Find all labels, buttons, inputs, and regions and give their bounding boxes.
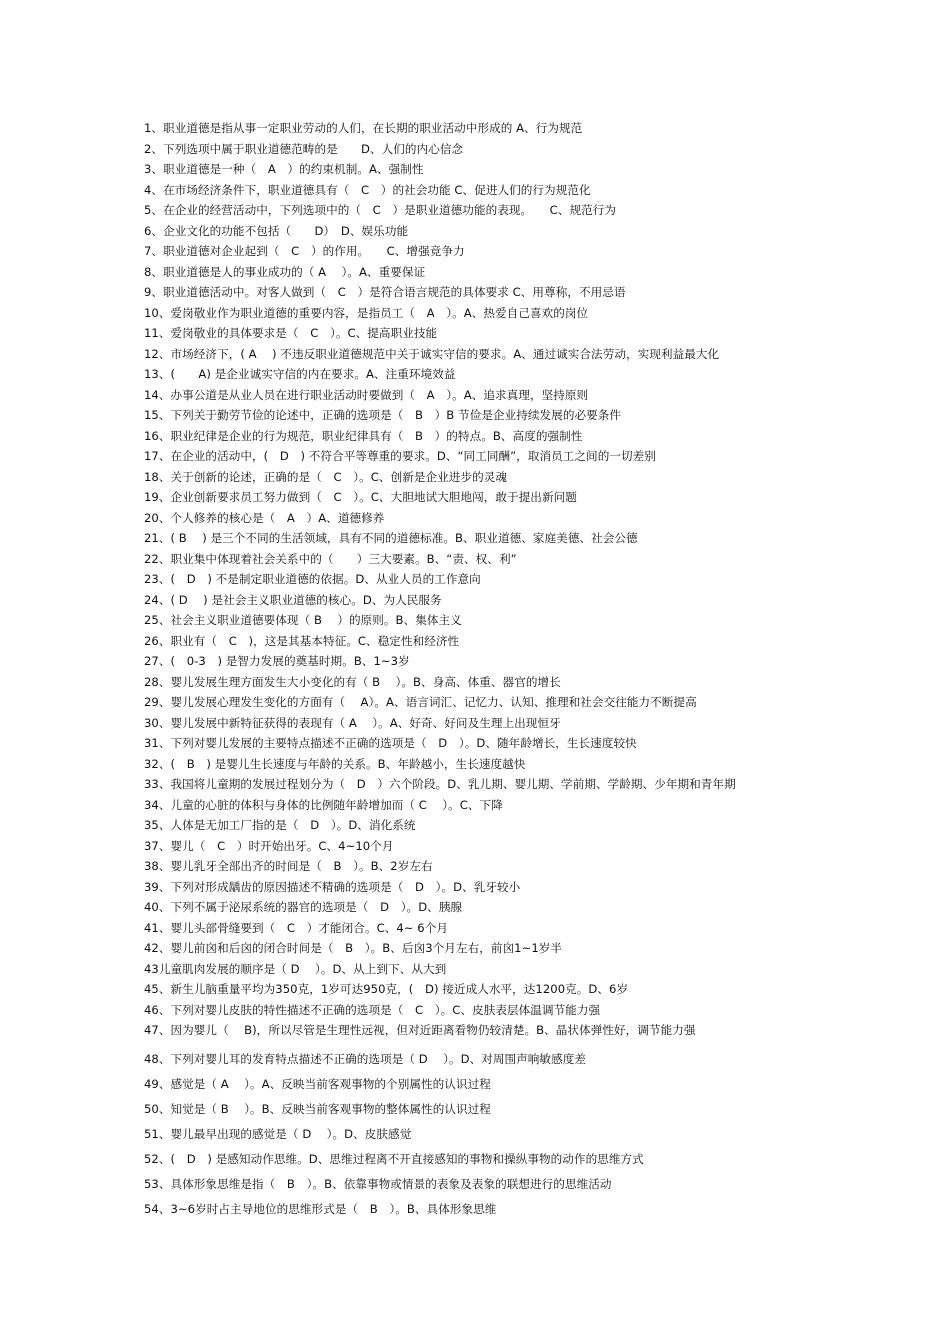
list-item: 10、爱岗敬业作为职业道德的重要内容，是指员工（ A ）。A、热爱自己喜欢的岗位 <box>144 305 589 320</box>
list-item: 29、婴儿发展心理发生变化的方面有（ A）。A、语言词汇、记忆力、认知、推理和社会交往能力不断提高 <box>144 695 697 709</box>
list-item: 38、婴儿乳牙全部出齐的时间是（ B ）。B、2岁左右 <box>144 859 433 873</box>
list-item: 14、办事公道是从业人员在进行职业活动时要做到（ A ）。A、追求真理，坚持原则 <box>144 387 589 402</box>
list-item: 24、( D ) 是社会主义职业道德的核心。D、为人民服务 <box>144 592 442 607</box>
list-item: 16、职业纪律是企业的行为规范，职业纪律具有（ B ）的特点。B、高度的强制性 <box>144 428 583 443</box>
list-item: 25、社会主义职业道德要体现（ B ）的原则。B、集体主义 <box>144 613 462 627</box>
list-item: 42、婴儿前囟和后囟的闭合时间是（ B ）。B、后囟3个月左右，前囟1~1岁半 <box>144 941 563 955</box>
list-item: 54、3~6岁时占主导地位的思维形式是（ B ）。B、具体形象思维 <box>144 1202 497 1216</box>
list-item: 3、职业道德是一种（ A ）的约束机制。A、强制性 <box>144 162 424 176</box>
list-item: 52、( D ) 是感知动作思维。D、思维过程离不开直接感知的事物和操纵事物的动作的思维方式 <box>144 1152 644 1166</box>
list-item: 6、企业文化的功能不包括（ D） D、娱乐功能 <box>144 223 409 238</box>
question-list <box>144 118 934 1041</box>
list-item: 1、职业道德是指从事一定职业劳动的人们，在长期的职业活动中形成的 A、行为规范 <box>144 121 583 135</box>
list-item: 22、职业集中体现着社会关系中的（ ）三大要素。B、“责、权、利” <box>144 551 517 566</box>
list-item: 18、关于创新的论述，正确的是（ C ）。C、创新是企业进步的灵魂 <box>144 469 508 484</box>
list-item: 31、下列对婴儿发展的主要特点描述不正确的选项是（ D ）。D、随年龄增长，生长速度较快 <box>144 736 637 750</box>
list-item: 15、下列关于勤劳节俭的论述中，正确的选项是（ B ）B 节俭是企业持续发展的必要条件 <box>144 408 622 422</box>
list-item: 13、( A) 是企业诚实守信的内在要求。A、注重环境效益 <box>144 367 456 381</box>
list-item: 53、具体形象思维是指（ B ）。B、依靠事物或情景的表象及表象的联想进行的思维活动 <box>144 1177 612 1191</box>
list-item: 28、婴儿发展生理方面发生大小变化的有（ B ）。B、身高、体重、器官的增长 <box>144 674 561 689</box>
list-item: 46、下列对婴儿皮肤的特性描述不正确的选项是（ C ）。C、皮肤表层体温调节能力强 <box>144 1002 601 1017</box>
list-item: 20、个人修养的核心是（ A ）A、道德修养 <box>144 510 385 525</box>
list-item: 27、( 0-3 ) 是智力发展的奠基时期。B、1~3岁 <box>144 654 410 668</box>
list-item: 4、在市场经济条件下，职业道德具有（ C ）的社会功能 C、促进人们的行为规范化 <box>144 182 591 197</box>
list-item: 26、职业有（ C )，这是其基本特征。C、稳定性和经济性 <box>144 633 460 648</box>
list-item: 17、在企业的活动中，( D ) 不符合平等尊重的要求。D、“同工同酬”，取消员工之间的一切差别 <box>144 449 656 463</box>
list-item: 33、我国将儿童期的发展过程划分为（ D ）六个阶段。D、乳儿期、婴儿期、学前期、学龄期、少年期和青年期 <box>144 777 736 791</box>
list-item: 34、儿童的心脏的体积与身体的比例随年龄增加而（ C ）。C、下降 <box>144 797 503 812</box>
list-item: 48、下列对婴儿耳的发育特点描述不正确的选项是（ D ）。D、对周围声响敏感度差 <box>144 1052 587 1066</box>
list-item: 8、职业道德是人的事业成功的（ A ）。A、重要保证 <box>144 264 426 279</box>
list-item: 37、婴儿（ C ）时开始出牙。C、4~10个月 <box>144 838 394 853</box>
list-item: 41、婴儿头部骨缝要到（ C ）才能闭合。C、4~ 6个月 <box>144 920 449 935</box>
list-item: 32、( B ) 是婴儿生长速度与年龄的关系。B、年龄越小，生长速度越快 <box>144 756 526 771</box>
list-item: 23、( D ) 不是制定职业道德的依据。D、从业人员的工作意向 <box>144 572 481 586</box>
list-item: 21、( B ) 是三个不同的生活领域，具有不同的道德标准。B、职业道德、家庭美德、社会公德 <box>144 531 638 545</box>
list-item: 45、新生儿脑重量平均为350克，1岁可达950克，( D) 接近成人水平，达1200克。D、6岁 <box>144 982 629 996</box>
list-item: 30、婴儿发展中新特征获得的表现有（ A ）。A、好奇、好问及生理上出现恒牙 <box>144 715 561 730</box>
list-item: 11、爱岗敬业的具体要求是（ C ）。C、提高职业技能 <box>144 326 438 340</box>
list-item: 7、职业道德对企业起到（ C ）的作用。 C、增强竞争力 <box>144 244 465 258</box>
list-item: 47、因为婴儿（ B)，所以尽管是生理性远视，但对近距离看物仍较清楚。B、晶状体弹性好，调节能力强 <box>144 1023 696 1037</box>
list-item: 50、知觉是（ B ）。B、反映当前客观事物的整体属性的认识过程 <box>144 1102 491 1116</box>
list-item: 9、职业道德活动中。对客人做到（ C ）是符合语言规范的具体要求 C、用尊称，不用忌语 <box>144 285 626 299</box>
list-item: 51、婴儿最早出现的感觉是（ D ）。D、皮肤感觉 <box>144 1127 412 1141</box>
question-list-continued <box>144 1047 934 1222</box>
list-item: 12、市场经济下，( A ) 不违反职业道德规范中关于诚实守信的要求。A、通过诚实合法劳动，实现利益最大化 <box>144 346 720 361</box>
list-item: 5、在企业的经营活动中，下列选项中的（ C ）是职业道德功能的表现。 C、规范行为 <box>144 203 617 217</box>
list-item: 35、人体是无加工厂指的是（ D ）。D、消化系统 <box>144 818 416 832</box>
list-item: 43儿童肌肉发展的顺序是（ D ）。D、从上到下、从大到 <box>144 961 447 976</box>
list-item: 2、下列选项中属于职业道德范畴的是 D、人们的内心信念 <box>144 141 464 156</box>
list-item: 19、企业创新要求员工努力做到（ C ）。C、大胆地试大胆地闯，敢于提出新问题 <box>144 490 577 504</box>
list-item: 40、下列不属于泌尿系统的器官的选项是（ D ）。D、胰腺 <box>144 900 463 914</box>
list-item: 39、下列对形成龋齿的原因描述不精确的选项是（ D ）。D、乳牙较小 <box>144 879 521 894</box>
list-item: 49、感觉是（ A ）。A、反映当前客观事物的个别属性的认识过程 <box>144 1077 491 1091</box>
